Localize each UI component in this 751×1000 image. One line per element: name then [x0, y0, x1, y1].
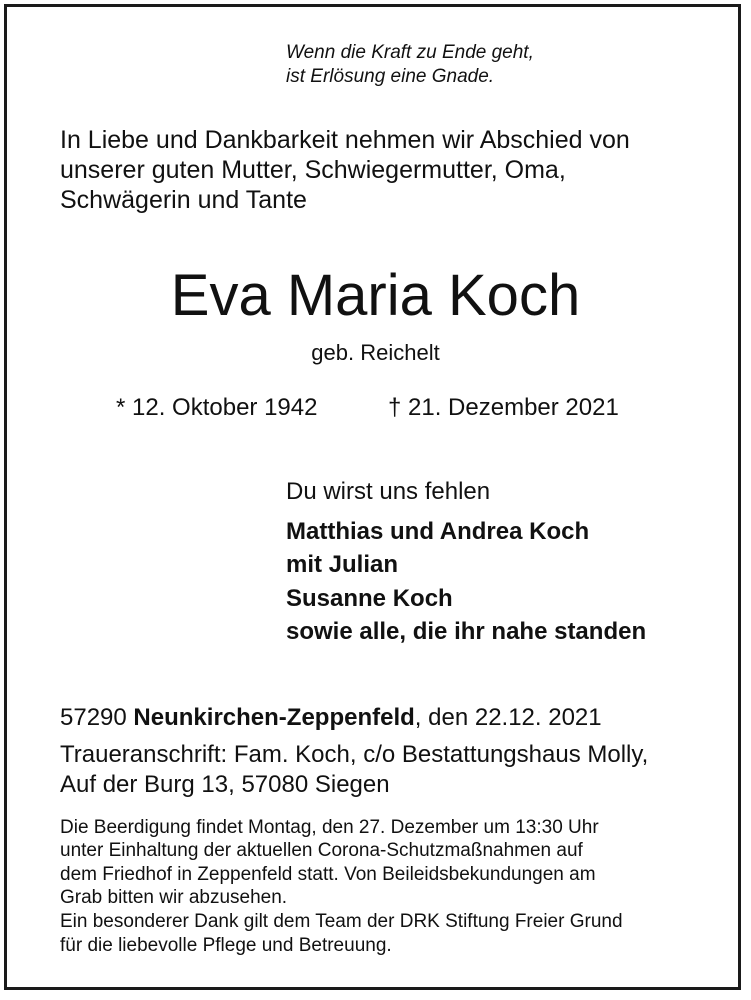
mourner-1: Matthias und Andrea Koch	[286, 518, 590, 545]
intro-line-3: Schwägerin und Tante	[60, 186, 307, 214]
notice-line-4: Grab bitten wir abzusehen.	[60, 887, 288, 908]
notice-line-1: Die Beerdigung findet Montag, den 27. Dezember um 13:30 Uhr	[60, 817, 599, 838]
born-name: geb. Reichelt	[311, 340, 440, 365]
notice-line-2: unter Einhaltung der aktuellen Corona-Schutzmaßnahmen auf	[60, 840, 583, 861]
address-line-2: Auf der Burg 13, 57080 Siegen	[60, 771, 390, 798]
intro-line-2: unserer guten Mutter, Schwiegermutter, Oma,	[60, 156, 566, 184]
notice-line-3: dem Friedhof in Zeppenfeld statt. Von Beileidsbekundungen am	[60, 864, 596, 885]
mourner-2: mit Julian	[286, 551, 399, 578]
place-zip: 57290	[60, 704, 127, 731]
place-date: , den 22.12. 2021	[414, 704, 602, 731]
mourner-4: sowie alle, die ihr nahe standen	[286, 618, 647, 645]
place-date-line	[60, 704, 602, 732]
address-line-1: Traueranschrift: Fam. Koch, c/o Bestattungshaus Molly,	[60, 741, 649, 768]
place-town: Neunkirchen-Zeppenfeld	[133, 704, 415, 731]
mourner-3: Susanne Koch	[286, 585, 453, 612]
birth-date: * 12. Oktober 1942	[116, 394, 318, 421]
intro-line-1: In Liebe und Dankbarkeit nehmen wir Abschied von	[60, 126, 630, 154]
notice-line-6: für die liebevolle Pflege und Betreuung.	[60, 935, 392, 956]
motto-line-2: ist Erlösung eine Gnade.	[286, 66, 495, 87]
notice-line-5: Ein besonderer Dank gilt dem Team der DRK Stiftung Freier Grund	[60, 911, 623, 932]
farewell-text: Du wirst uns fehlen	[286, 478, 491, 505]
deceased-name: Eva Maria Koch	[170, 263, 581, 328]
motto-line-1: Wenn die Kraft zu Ende geht,	[286, 42, 534, 63]
death-date: † 21. Dezember 2021	[388, 394, 619, 421]
